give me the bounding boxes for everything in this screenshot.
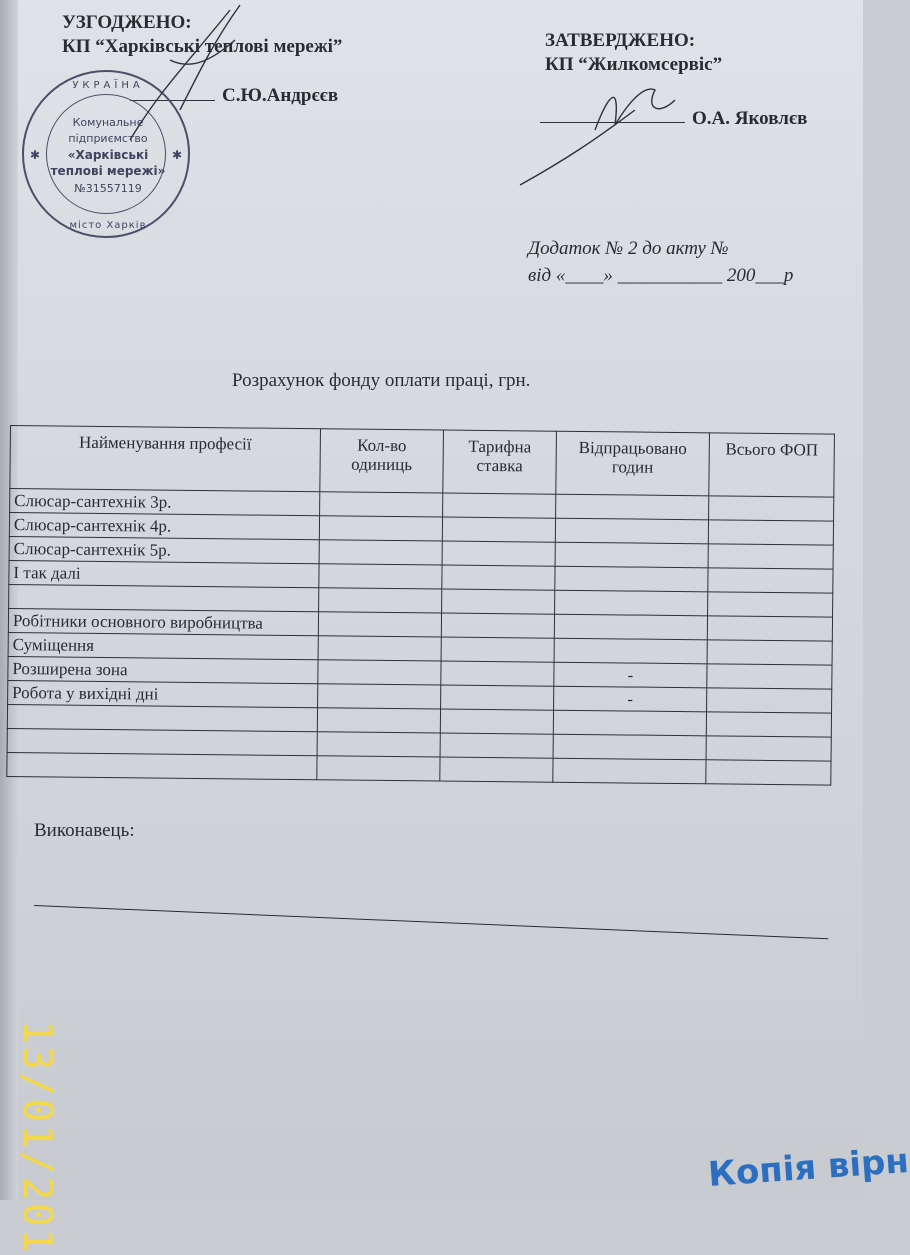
- table-header-row: [10, 426, 835, 498]
- value-cell: [442, 565, 555, 590]
- executor-signature-line: [34, 905, 828, 939]
- table-body: [7, 489, 834, 786]
- approval-right-heading: ЗАТВЕРДЖЕНО:: [545, 30, 696, 51]
- seal-line-1: Комунальне: [72, 116, 144, 129]
- value-cell: [443, 493, 556, 518]
- value-cell: [553, 734, 706, 760]
- profession-cell: [9, 584, 319, 611]
- executor-label: Виконавець:: [34, 820, 135, 841]
- value-cell: [709, 496, 834, 521]
- seal-star-right-icon: ✱: [171, 148, 182, 162]
- profession-cell: Розширена зона: [8, 656, 318, 683]
- value-cell: [319, 516, 442, 541]
- header-hours-worked: Відпрацьовано годин: [556, 431, 710, 496]
- value-cell: [318, 684, 441, 709]
- value-cell: [555, 566, 708, 592]
- payroll-table: [6, 425, 835, 786]
- value-cell: [442, 589, 555, 614]
- value-cell: [708, 568, 833, 593]
- value-cell: [707, 616, 832, 641]
- seal-line-3: «Харківські: [67, 148, 149, 162]
- seal-star-left-icon: ✱: [30, 148, 41, 162]
- profession-cell: Слюсар-сантехнік 5р.: [9, 536, 319, 563]
- approval-left-signatory: С.Ю.Андрєєв: [222, 85, 339, 106]
- seal-top-arc: УКРАЇНА: [72, 80, 144, 91]
- value-cell: [441, 613, 554, 638]
- profession-cell: [7, 704, 317, 731]
- value-cell: [555, 590, 708, 616]
- value-cell: [318, 636, 441, 661]
- value-cell: -: [554, 686, 707, 712]
- value-cell: [319, 540, 442, 565]
- header-units-count: Кол-во одиниць: [320, 429, 444, 493]
- profession-cell: Слюсар-сантехнік 4р.: [9, 513, 319, 540]
- value-cell: [706, 736, 831, 761]
- addendum-line-2: від «____» ___________ 200___р: [528, 265, 794, 286]
- approval-right-signatory: О.А. Яковлєв: [692, 108, 808, 129]
- camera-date-stamp: 13/01/201: [14, 1020, 60, 1255]
- value-cell: [318, 660, 441, 685]
- value-cell: [553, 758, 706, 784]
- value-cell: [555, 542, 708, 568]
- value-cell: [707, 664, 832, 689]
- seal-line-2: підприємство: [68, 132, 148, 145]
- value-cell: [706, 760, 831, 785]
- approval-right-signature-scribble: [515, 70, 685, 190]
- profession-cell: Суміщення: [8, 632, 318, 659]
- value-cell: [555, 518, 708, 544]
- value-cell: [441, 637, 554, 662]
- value-cell: [556, 494, 709, 520]
- approval-left-signature-scribble: [120, 0, 260, 150]
- seal-code: №31557119: [74, 182, 142, 195]
- approval-right-org: КП “Жилкомсервіс”: [545, 54, 723, 75]
- value-cell: [554, 614, 707, 640]
- value-cell: [317, 756, 440, 781]
- value-cell: [320, 492, 443, 517]
- value-cell: [707, 688, 832, 713]
- value-cell: [317, 708, 440, 733]
- seal-line-4: теплові мережі»: [50, 164, 166, 178]
- value-cell: [318, 612, 441, 637]
- value-cell: [317, 732, 440, 757]
- value-cell: [553, 710, 706, 736]
- value-cell: [554, 638, 707, 664]
- approval-left-org: КП “Харківські теплові мережі”: [62, 36, 343, 57]
- value-cell: [441, 661, 554, 686]
- value-cell: [708, 544, 833, 569]
- value-cell: [319, 588, 442, 613]
- header-tariff-rate: Тарифна ставка: [443, 430, 557, 494]
- certified-copy-stamp: Копія вірн: [706, 1141, 910, 1195]
- profession-cell: Слюсар-сантехнік 3р.: [10, 489, 320, 516]
- approval-left-heading: УЗГОДЖЕНО:: [62, 12, 192, 33]
- value-cell: [319, 564, 442, 589]
- value-cell: -: [554, 662, 707, 688]
- value-cell: [442, 541, 555, 566]
- value-cell: [440, 709, 553, 734]
- profession-cell: Робітники основного виробництва: [8, 608, 318, 635]
- profession-cell: Робота у вихідні дні: [8, 680, 318, 707]
- seal-bottom-arc: місто Харків: [69, 220, 147, 231]
- value-cell: [442, 517, 555, 542]
- value-cell: [708, 520, 833, 545]
- value-cell: [708, 592, 833, 617]
- addendum-line-1: Додаток № 2 до акту №: [528, 238, 729, 259]
- value-cell: [706, 712, 831, 737]
- value-cell: [440, 733, 553, 758]
- header-total-payroll: Всього ФОП: [709, 433, 835, 497]
- profession-cell: [7, 728, 317, 755]
- value-cell: [440, 757, 553, 782]
- profession-cell: І так далі: [9, 560, 319, 587]
- value-cell: [441, 685, 554, 710]
- header-profession: Найменування професії: [10, 426, 321, 492]
- document-title: Розрахунок фонду оплати праці, грн.: [232, 370, 531, 391]
- profession-cell: [7, 752, 317, 779]
- value-cell: [707, 640, 832, 665]
